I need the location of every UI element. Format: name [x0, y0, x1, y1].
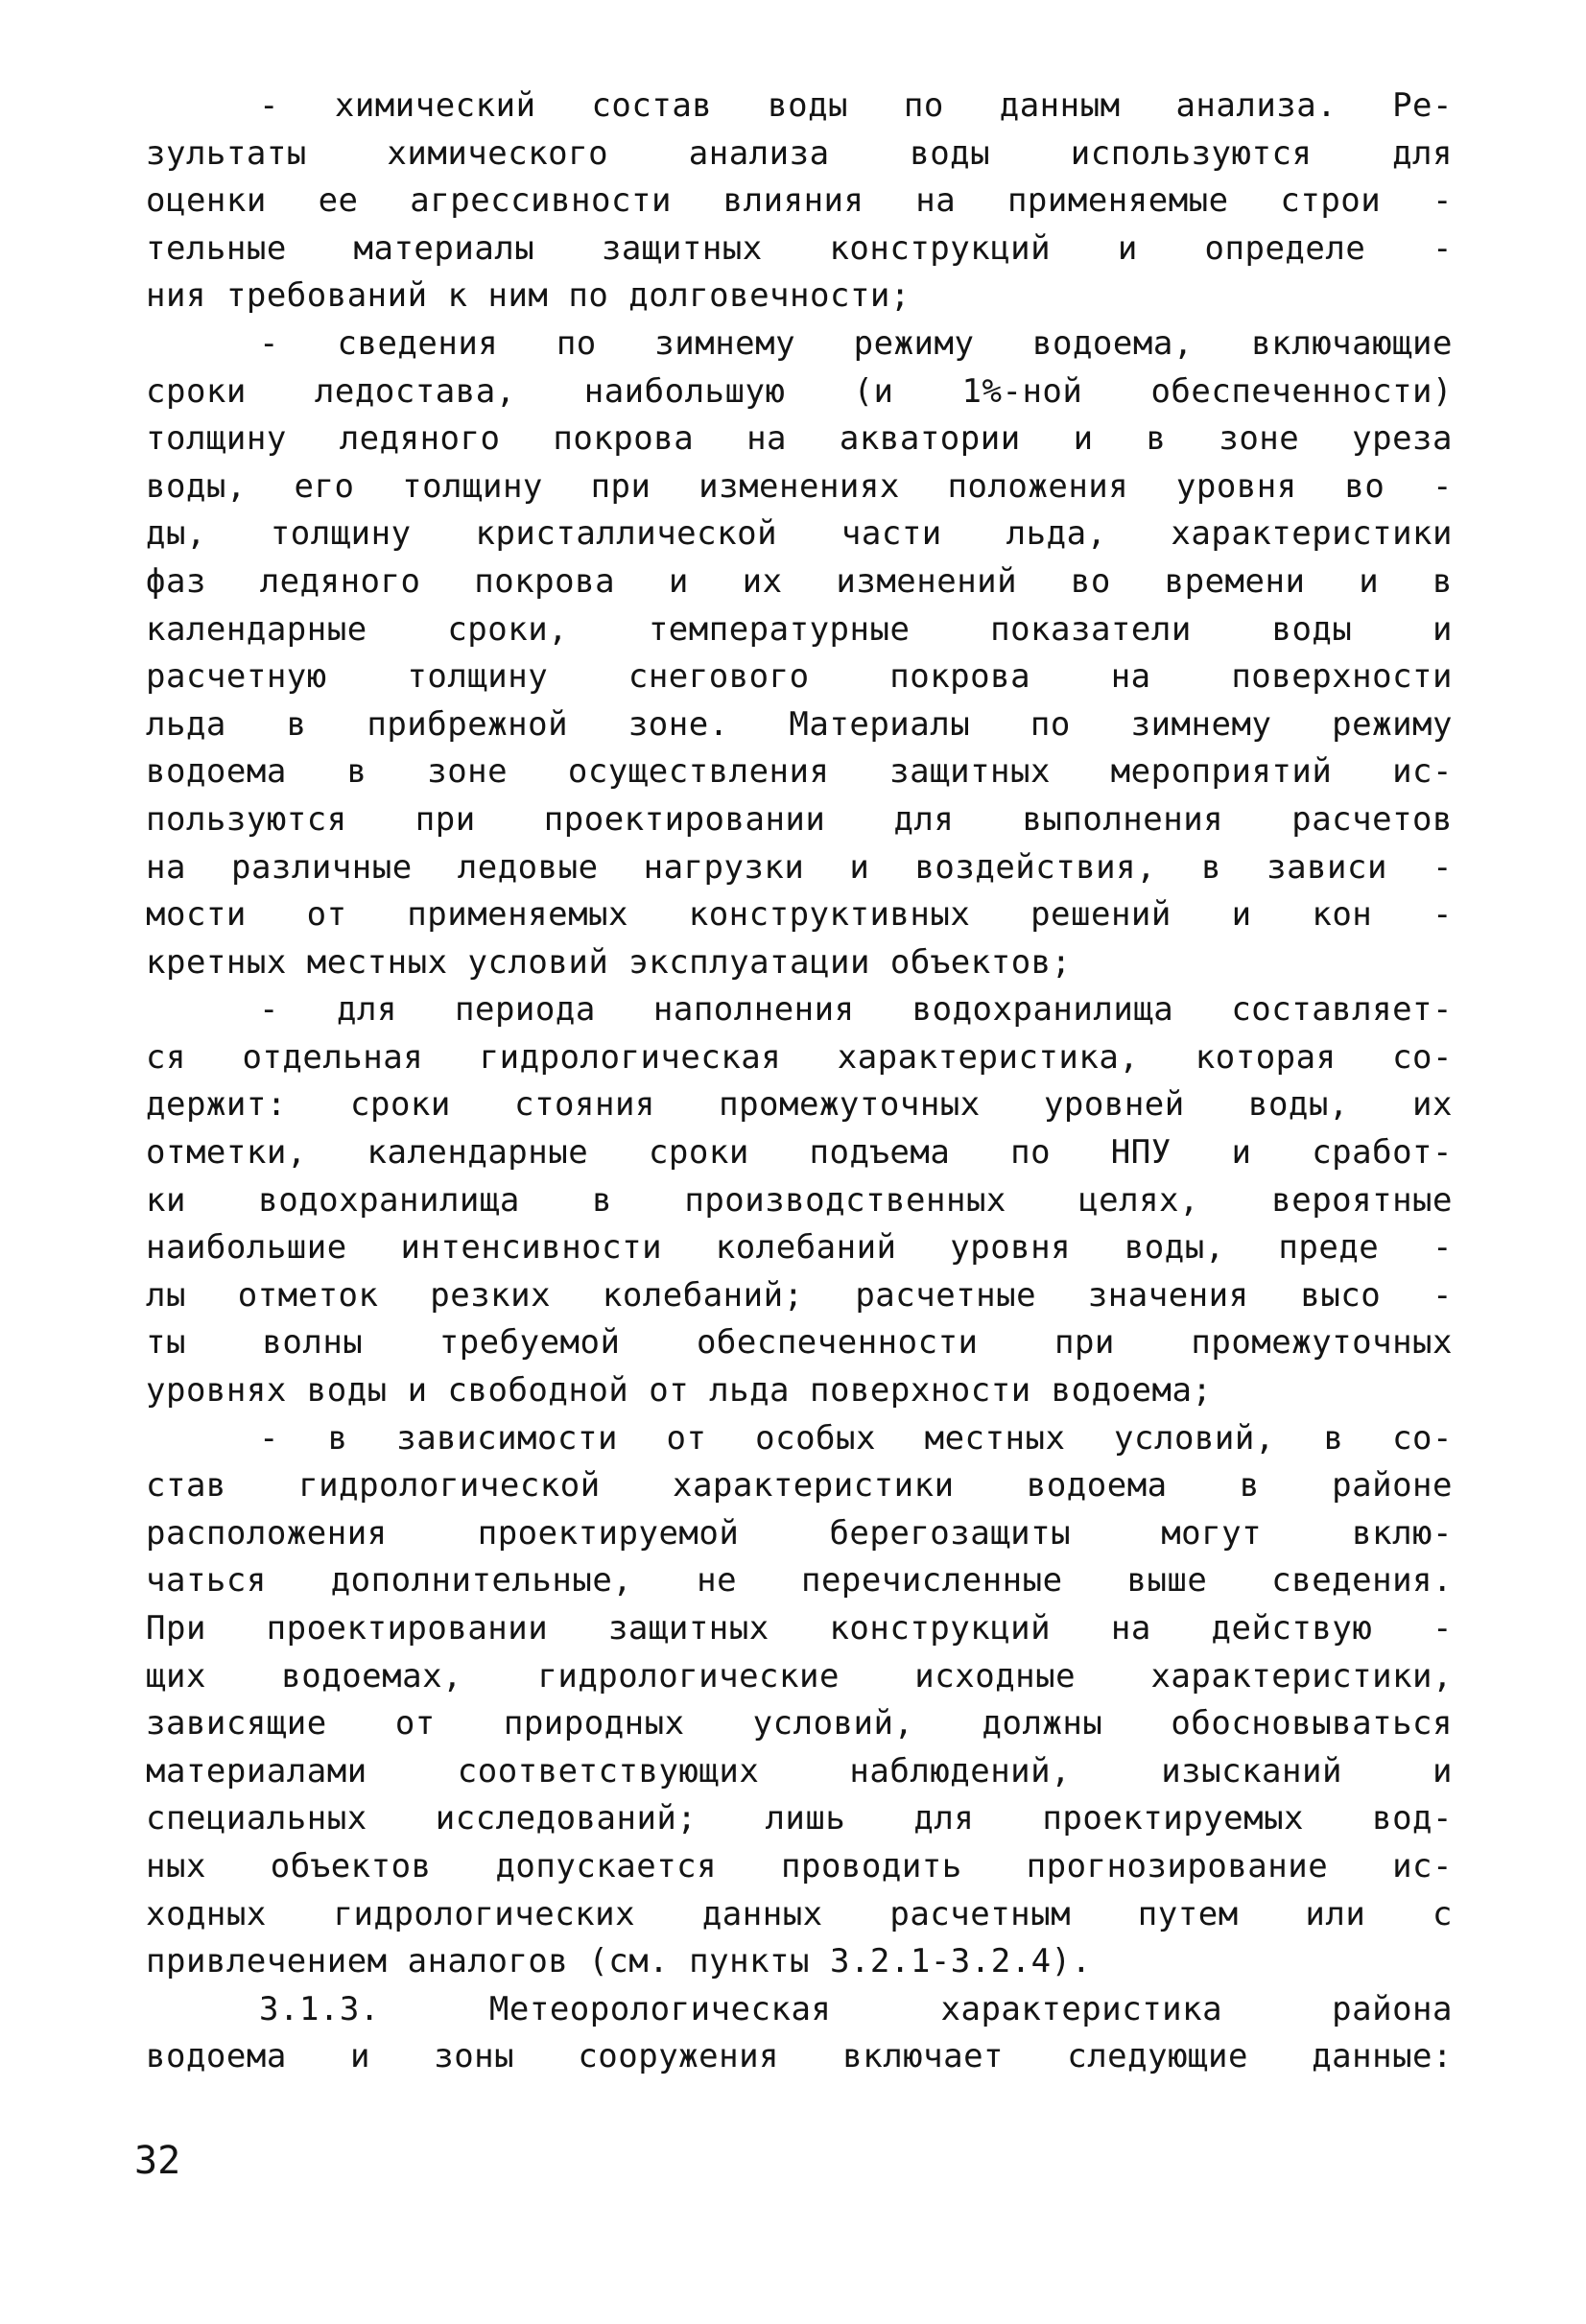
- text-line: - в зависимости от особых местных условий, в со-: [259, 1418, 1453, 1458]
- text-line: уровнях воды и свободной от льда поверхности водоема;: [146, 1371, 1213, 1411]
- text-line: оценки ее агрессивности влияния на применяемые строи -: [146, 181, 1453, 221]
- text-line: пользуются при проектировании для выполнения расчетов: [146, 799, 1453, 839]
- text-line: мости от применяемых конструктивных решений и кон -: [146, 895, 1453, 935]
- text-line: воды, его толщину при изменениях положения уровня во -: [146, 466, 1453, 506]
- text-line: ся отдельная гидрологическая характеристика, которая со-: [146, 1037, 1453, 1077]
- text-line: - химический состав воды по данным анализа. Ре-: [259, 86, 1453, 125]
- text-line: став гидрологической характеристики водоема в районе: [146, 1466, 1453, 1506]
- text-line: расположения проектируемой берегозащиты могут вклю-: [146, 1513, 1453, 1553]
- text-line: расчетную толщину снегового покрова на поверхности: [146, 657, 1453, 697]
- text-line: толщину ледяного покрова на акватории и в зоне уреза: [146, 419, 1453, 459]
- text-line: календарные сроки, температурные показатели воды и: [146, 609, 1453, 649]
- text-line: на различные ледовые нагрузки и воздействия, в зависи -: [146, 847, 1453, 887]
- page-body: [146, 83, 1453, 2081]
- text-line: держит: сроки стояния промежуточных уровней воды, их: [146, 1085, 1453, 1125]
- text-line: водоема и зоны сооружения включает следующие данные:: [146, 2037, 1453, 2076]
- text-line: фаз ледяного покрова и их изменений во времени и в: [146, 561, 1453, 601]
- text-line: ных объектов допускается проводить прогнозирование ис-: [146, 1846, 1453, 1885]
- text-line: ния требований к ним по долговечности;: [146, 276, 911, 316]
- text-line: ды, толщину кристаллической части льда, характеристики: [146, 514, 1453, 554]
- text-line: тельные материалы защитных конструкций и определе -: [146, 228, 1453, 268]
- text-line: - сведения по зимнему режиму водоема, включающие: [259, 323, 1453, 363]
- text-line: ты волны требуемой обеспеченности при промежуточных: [146, 1323, 1453, 1363]
- text-line: ки водохранилища в производственных целях, вероятные: [146, 1180, 1453, 1220]
- text-line: привлечением аналогов (см. пункты 3.2.1-3.2.4).: [146, 1942, 1092, 1981]
- text-line: отметки, календарные сроки подъема по НПУ и сработ-: [146, 1133, 1453, 1173]
- text-line: щих водоемах, гидрологические исходные характеристики,: [146, 1656, 1453, 1696]
- text-line: зависящие от природных условий, должны обосновываться: [146, 1704, 1453, 1743]
- text-line: льда в прибрежной зоне. Материалы по зимнему режиму: [146, 704, 1453, 744]
- text-line: кретных местных условий эксплуатации объектов;: [146, 942, 1072, 982]
- text-line: - для периода наполнения водохранилища составляет-: [259, 990, 1453, 1030]
- text-line: материалами соответствующих наблюдений, изысканий и: [146, 1751, 1453, 1790]
- text-line: чаться дополнительные, не перечисленные выше сведения.: [146, 1561, 1453, 1601]
- text-line: лы отметок резких колебаний; расчетные значения высо -: [146, 1275, 1453, 1315]
- text-line: ходных гидрологических данных расчетным путем или с: [146, 1894, 1453, 1933]
- text-line: При проектировании защитных конструкций на действую -: [146, 1609, 1453, 1648]
- text-line: 3.1.3. Метеорологическая характеристика района: [259, 1989, 1453, 2028]
- text-line: специальных исследований; лишь для проектируемых вод-: [146, 1799, 1453, 1838]
- text-line: водоема в зоне осуществления защитных мероприятий ис-: [146, 752, 1453, 792]
- text-line: зультаты химического анализа воды используются для: [146, 133, 1453, 173]
- text-line: наибольшие интенсивности колебаний уровня воды, преде -: [146, 1228, 1453, 1268]
- page-number: 32: [134, 2139, 181, 2183]
- text-line: сроки ледостава, наибольшую (и 1%-ной обеспеченности): [146, 371, 1453, 411]
